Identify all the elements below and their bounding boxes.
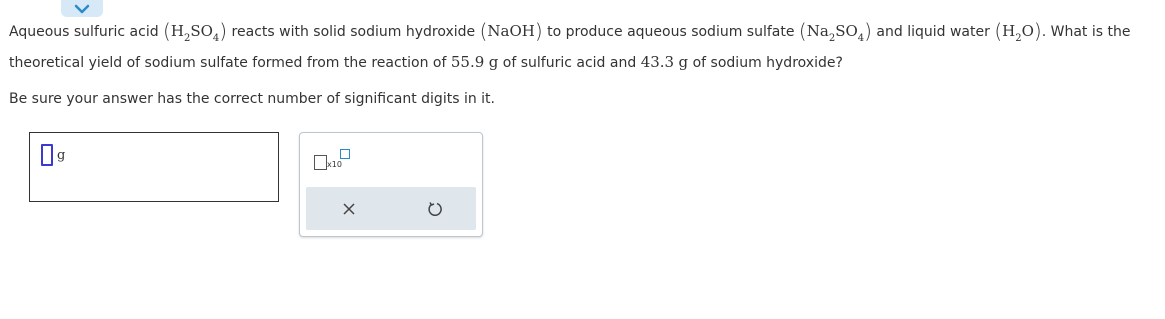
math-tool-panel — [299, 132, 483, 237]
question-text: Aqueous sulfuric acid — [9, 24, 159, 40]
question-text: theoretical yield of sodium sulfate formed from the reaction of — [9, 55, 447, 71]
action-bar — [306, 187, 476, 230]
question-text: . What is the — [1041, 24, 1131, 40]
question-text: reacts with solid sodium hydroxide — [231, 24, 476, 40]
question-text: of sodium hydroxide? — [692, 55, 843, 71]
undo-icon — [427, 201, 443, 217]
reset-button[interactable] — [425, 199, 445, 219]
answer-cursor[interactable] — [41, 144, 53, 166]
question-text: and liquid water — [876, 24, 990, 40]
question-line-2 — [9, 53, 843, 71]
acid-mass: 55.9 — [450, 53, 485, 71]
question-text: to produce aqueous sodium sulfate — [547, 24, 795, 40]
answer-unit: g — [57, 148, 66, 163]
answer-input[interactable] — [29, 132, 279, 202]
sig-fig-instruction: Be sure your answer has the correct number of significant digits in it. — [9, 91, 495, 107]
formula-sodium-hydroxide: NaOH — [487, 22, 535, 40]
question-text: of sulfuric acid and — [502, 55, 637, 71]
base-mass: 43.3 — [640, 53, 675, 71]
question-line-1: Aqueous sulfuric acid $(H_2SO_4)$ reacts with solid sodium hydroxide (NaOH) to produce aqueous sodium sulfate $(Na_2SO_4)$ and liquid water $(H_2O)$. What is the — [9, 19, 1131, 44]
acid-mass-unit: g — [488, 53, 499, 71]
formula-sulfuric-acid: $H_2SO_4$ — [170, 22, 220, 44]
chevron-down-icon — [74, 4, 90, 14]
base-mass-unit: g — [678, 53, 689, 71]
x10-label: x10 — [327, 160, 342, 169]
clear-button[interactable] — [339, 199, 359, 219]
formula-sodium-sulfate: $Na_2SO_4$ — [806, 22, 865, 44]
formula-water: $H_2O$ — [1002, 22, 1034, 44]
collapse-toggle[interactable] — [61, 0, 103, 17]
close-icon — [343, 203, 355, 215]
scientific-notation-button[interactable] — [314, 149, 354, 173]
